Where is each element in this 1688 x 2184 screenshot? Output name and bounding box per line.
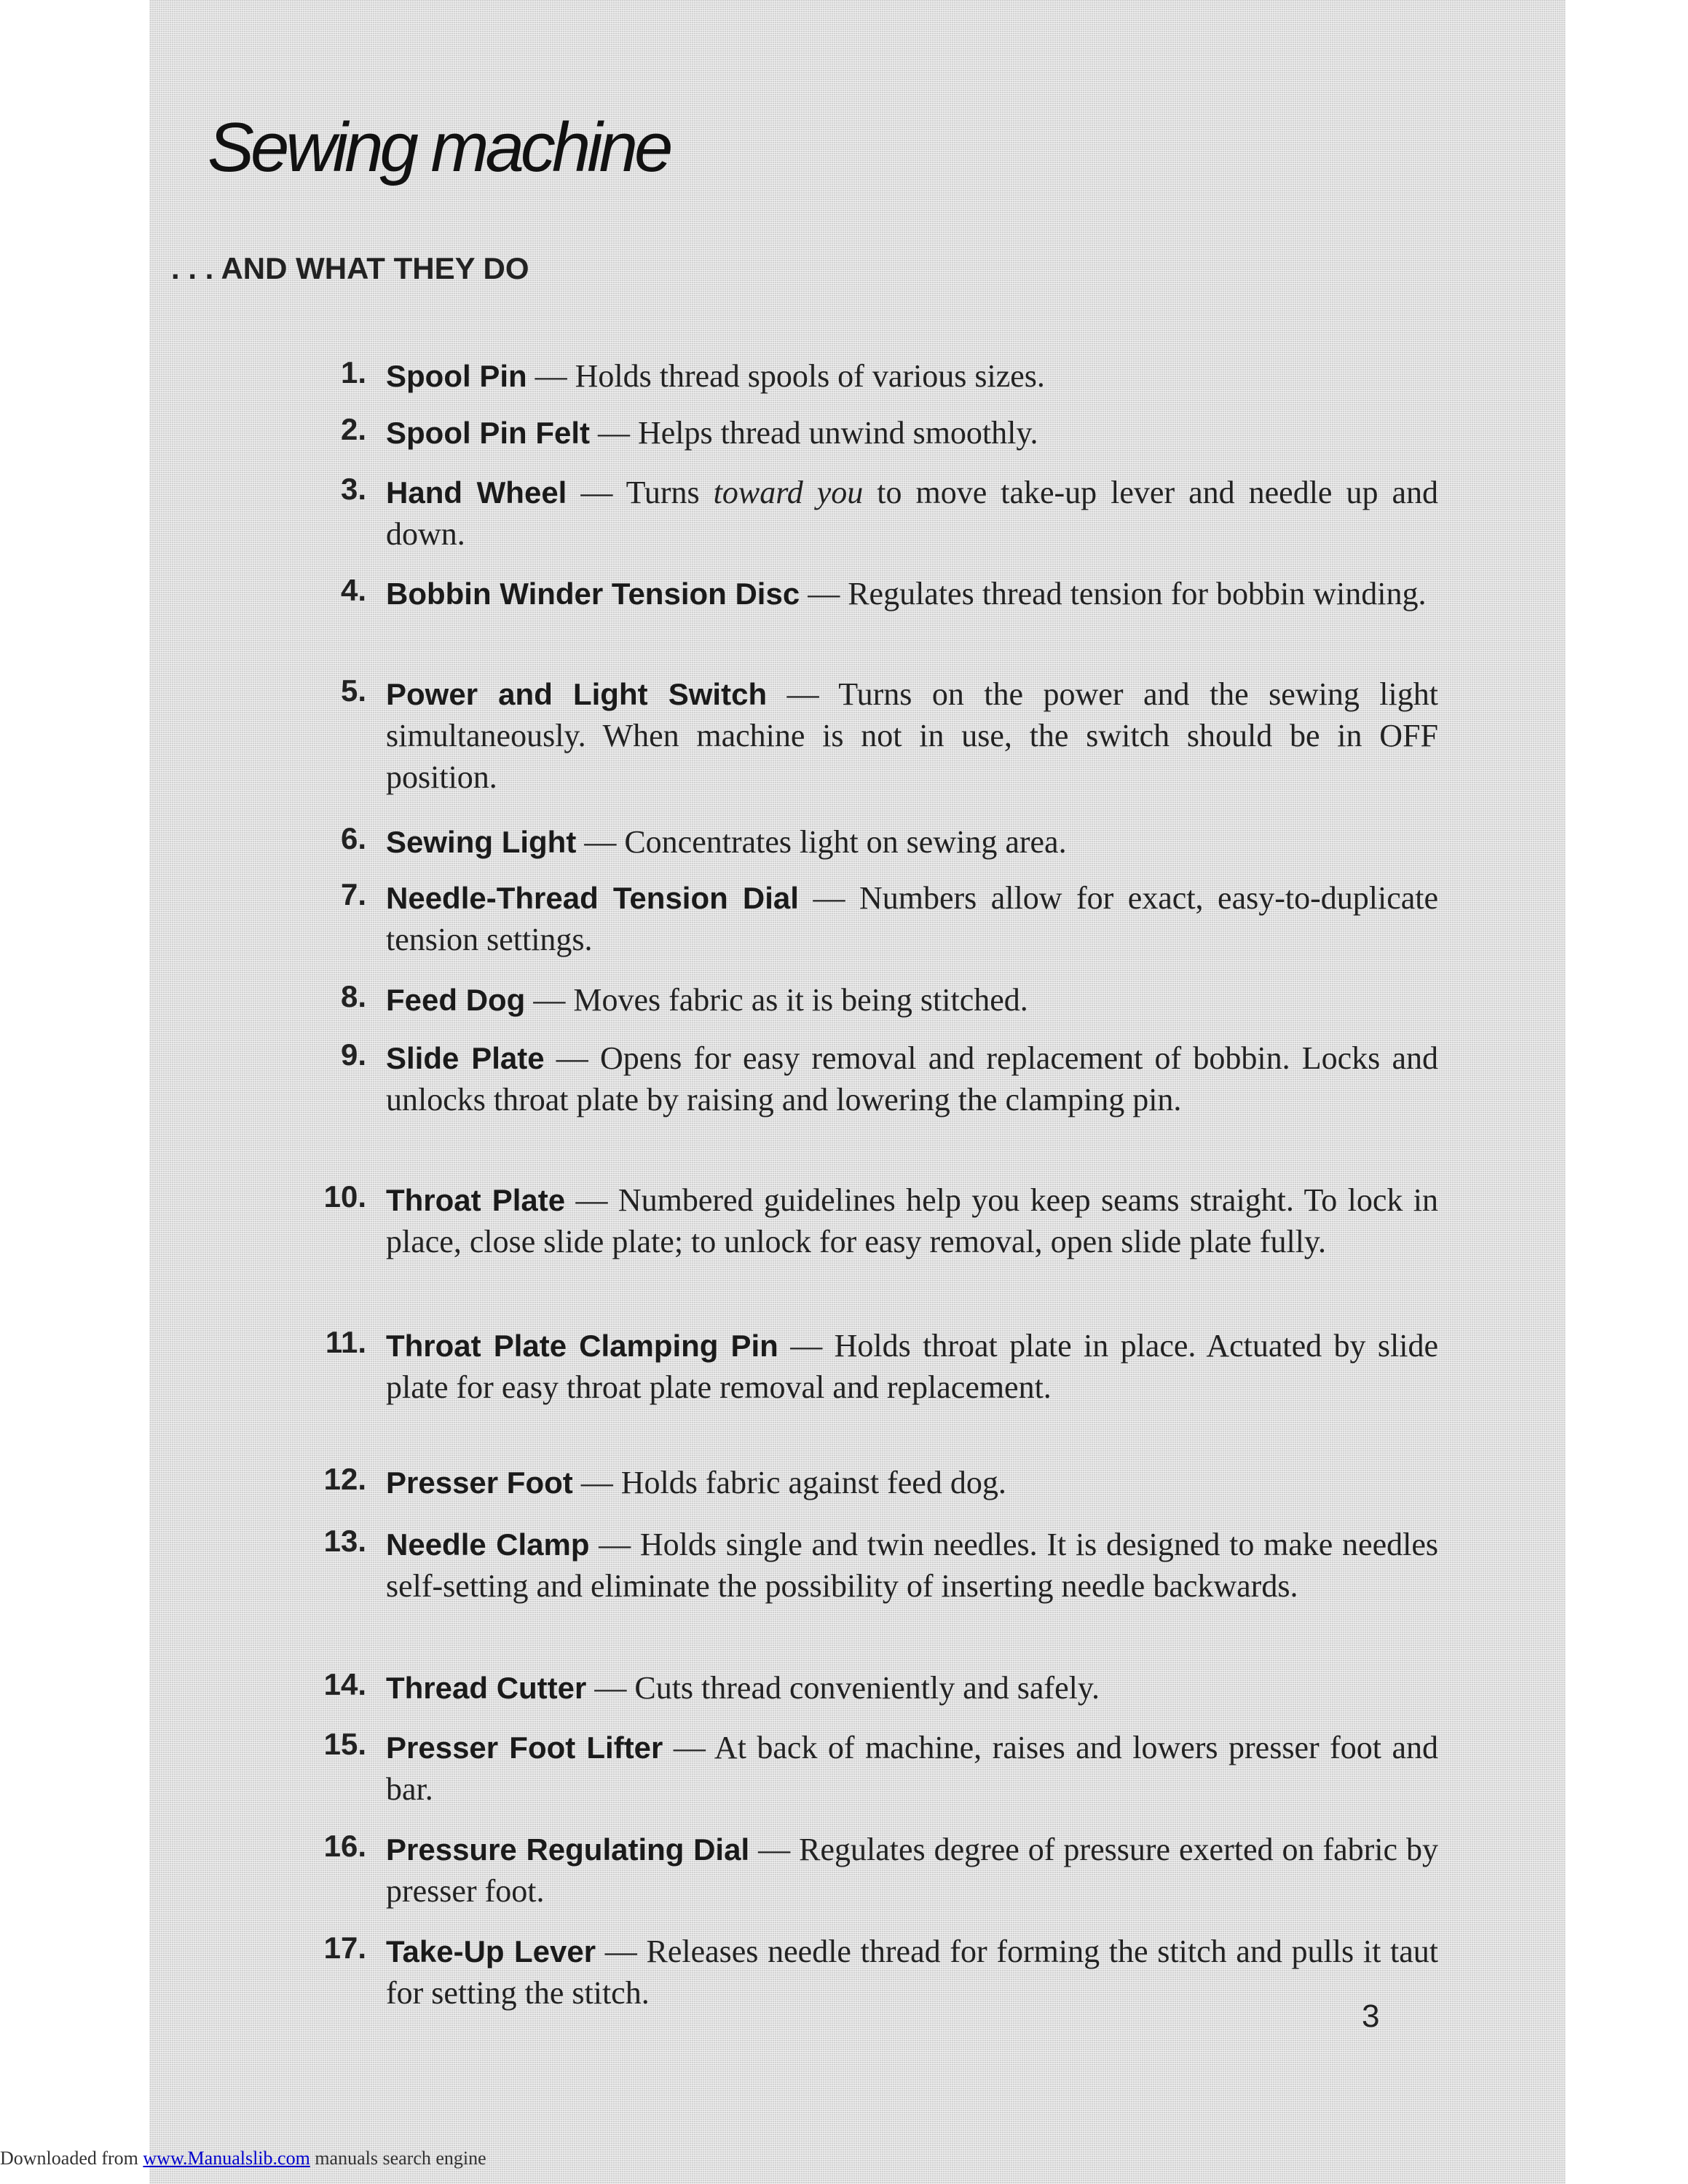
item-description: Numbered guidelines help you keep seams straight. To lock in place, close slide plate; to unlock for easy removal, open slide plate fully. xyxy=(386,1182,1438,1259)
item-term: Power and Light Switch xyxy=(386,677,768,711)
item-description: Concentrates light on sewing area. xyxy=(624,824,1067,860)
item-number: 7. xyxy=(340,877,366,911)
item-number: 16. xyxy=(323,1829,366,1863)
page-subtitle: . . . AND WHAT THEY DO xyxy=(171,251,529,285)
item-term: Needle-Thread Tension Dial xyxy=(386,881,799,915)
item-number: 4. xyxy=(340,573,366,607)
item-number: 11. xyxy=(325,1325,366,1359)
item-description: Cuts thread conveniently and safely. xyxy=(634,1670,1100,1706)
item-number: 13. xyxy=(323,1524,366,1558)
item-term: Throat Plate xyxy=(386,1183,566,1217)
item-description: Numbers allow for exact, easy-to-duplicate tension settings. xyxy=(386,880,1439,957)
item-description: Turns on the power and the sewing light simultaneously. When machine is not in use, the switch should be in OFF position. xyxy=(386,676,1438,795)
item-description: Holds thread spools of various sizes. xyxy=(575,358,1045,394)
item-number: 2. xyxy=(340,412,366,446)
item-number: 10. xyxy=(323,1179,366,1214)
item-number: 3. xyxy=(340,472,366,506)
item-term: Bobbin Winder Tension Disc xyxy=(386,577,800,611)
item-term: Slide Plate xyxy=(386,1041,545,1075)
download-footer: Downloaded from www.Manualslib.com manuals search engine xyxy=(0,2148,486,2169)
item-term: Needle Clamp xyxy=(386,1527,590,1562)
item-term: Sewing Light xyxy=(386,825,577,859)
item-description: At back of machine, raises and lowers presser foot and bar. xyxy=(386,1730,1438,1807)
item-number: 9. xyxy=(340,1037,366,1072)
item-term: Presser Foot xyxy=(386,1465,573,1500)
item-number: 6. xyxy=(340,821,366,855)
item-description: Regulates degree of pressure exerted on fabric by presser foot. xyxy=(386,1832,1439,1909)
item-description: Releases needle thread for forming the stitch and pulls it taut for setting the stitch. xyxy=(386,1934,1438,2011)
item-term: Pressure Regulating Dial xyxy=(386,1832,750,1867)
item-number: 1. xyxy=(340,355,366,389)
page-title: Sewing machine xyxy=(208,108,670,186)
item-term: Throat Plate Clamping Pin xyxy=(386,1329,778,1363)
item-description-emphasis: toward you xyxy=(713,475,864,510)
item-description: Holds throat plate in place. Actuated by slide plate for easy throat plate removal and replacement. xyxy=(386,1328,1438,1405)
item-description: Opens for easy removal and replacement of bobbin. Locks and unlocks throat plate by raising and lowering the clamping pin. xyxy=(386,1040,1438,1117)
page-number: 3 xyxy=(1362,1998,1380,2034)
item-number: 12. xyxy=(323,1462,366,1496)
item-number: 5. xyxy=(340,673,366,708)
item-description: Helps thread unwind smoothly. xyxy=(638,415,1038,451)
item-term: Hand Wheel xyxy=(386,475,567,510)
item-term: Feed Dog xyxy=(386,983,526,1017)
item-term: Spool Pin Felt xyxy=(386,416,590,450)
item-number: 15. xyxy=(323,1727,366,1761)
item-term: Take-Up Lever xyxy=(386,1934,596,1969)
item-number: 14. xyxy=(323,1667,366,1701)
item-term: Spool Pin xyxy=(386,359,527,393)
item-description: Holds fabric against feed dog. xyxy=(620,1465,1006,1500)
item-description: Turns toward you to move take-up lever and needle up and down. xyxy=(386,475,1438,552)
item-number: 8. xyxy=(340,979,366,1013)
item-term: Presser Foot Lifter xyxy=(386,1730,663,1765)
item-description: Holds single and twin needles. It is designed to make needles self-setting and eliminate the possibility of inserting needle backwards. xyxy=(386,1527,1438,1604)
item-term: Thread Cutter xyxy=(386,1671,587,1705)
manualslib-link[interactable]: www.Manualslib.com xyxy=(143,2148,310,2169)
item-description: Moves fabric as it is being stitched. xyxy=(573,982,1028,1018)
item-number: 17. xyxy=(323,1931,366,1965)
item-description: Regulates thread tension for bobbin winding. xyxy=(848,576,1427,612)
